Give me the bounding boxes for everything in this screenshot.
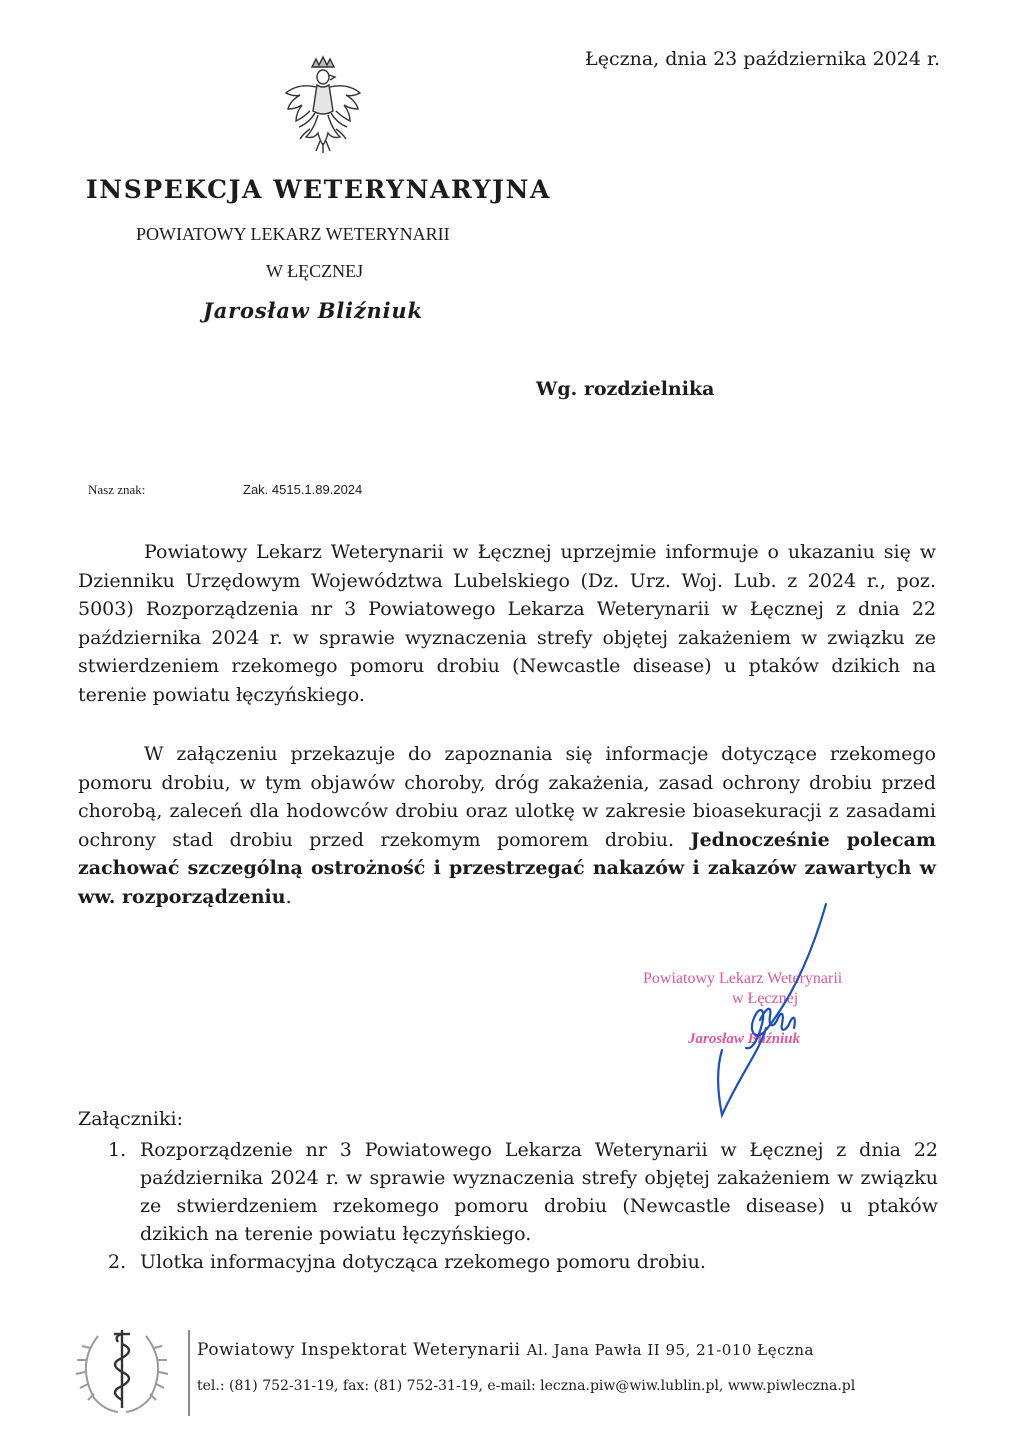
document-date: Łęczna, dnia 23 października 2024 r. [585, 48, 941, 70]
recipient: Wg. rozdzielnika [536, 378, 715, 400]
reference-number: Zak. 4515.1.89.2024 [243, 482, 363, 497]
attachments-title: Załączniki: [78, 1108, 183, 1130]
white-eagle-emblem-icon [282, 55, 364, 157]
footer-contact: tel.: (81) 752-31-19, fax: (81) 752-31-19, e-mail: leczna.piw@wiw.lublin.pl, www.piwleczna.pl [197, 1378, 856, 1394]
body-paragraph-2 [78, 740, 936, 912]
institution-person: Jarosław Bliźniuk [203, 298, 423, 323]
attachment-number: 2. [108, 1251, 127, 1273]
body-paragraph-2-regular: W załączeniu przekazuje do zapoznania się informacje dotyczące rzekomego pomoru drobiu, w tym objawów choroby, dróg zakażenia, zasad ochrony drobiu przed chorobą, zaleceń dla hodowców drobiu oraz ulotkę w zakresie bioasekuracji z zasadami ochrony stad drobiu przed rzekomym pomorem drobiu. [78, 743, 936, 851]
stamp-line-2: w Łęcznej [732, 990, 799, 1007]
attachments-list [104, 1136, 938, 1276]
institution-subtitle: POWIATOWY LEKARZ WETERYNARII [136, 224, 450, 244]
attachment-text: Ulotka informacyjna dotycząca rzekomego pomoru drobiu. [140, 1251, 706, 1273]
stamp-line-1: Powiatowy Lekarz Weterynarii [643, 970, 843, 987]
footer-address: Al. Jana Pawła II 95, 21-010 Łęczna [526, 1341, 814, 1359]
stamp-line-3: Jarosław Bliźniuk [688, 1031, 801, 1047]
footer-organization [197, 1340, 814, 1360]
attachment-item [104, 1248, 938, 1276]
institution-title: INSPEKCJA WETERYNARYJNA [86, 175, 551, 204]
body-paragraph-1: Powiatowy Lekarz Weterynarii w Łęcznej uprzejmie informuje o ukazaniu się w Dzienniku Urzędowym Województwa Lubelskiego (Dz. Urz. Woj. Lub. z 2024 r., poz. 5003) Rozporządzenia nr 3 Powiatowego Lekarza Weterynarii w Łęcznej z dnia 22 października 2024 r. w sprawie wyznaczenia strefy objętej zakażeniem w związku ze stwierdzeniem rzekomego pomoru drobiu (Newcastle disease) u ptaków dzikich na terenie powiatu łęczyńskiego. [78, 541, 936, 706]
handwritten-signature [700, 900, 840, 1120]
attachment-number: 1. [108, 1139, 127, 1161]
footer-divider [188, 1330, 190, 1416]
institution-location: W ŁĘCZNEJ [266, 261, 364, 281]
footer-org-name: Powiatowy Inspektorat Weterynarii [197, 1340, 521, 1360]
body-paragraph-2-end: . [285, 885, 292, 908]
veterinary-caduceus-laurel-icon [72, 1324, 172, 1416]
attachment-text: Rozporządzenie nr 3 Powiatowego Lekarza Weterynarii w Łęcznej z dnia 22 października 2024 r. w sprawie wyznaczenia strefy objętej zakażeniem w związku ze stwierdzeniem rzekomego pomoru drobiu (Newcastle disease) u ptaków dzikich na terenie powiatu łęczyńskiego. [140, 1139, 938, 1245]
attachment-item [104, 1136, 938, 1248]
body-paragraph-2-emphasis: Jednocześnie polecam zachować szczególną ostrożność i przestrzegać nakazów i zakazów zawartych w ww. rozporządzeniu [78, 828, 936, 908]
reference-label: Nasz znak: [88, 482, 146, 497]
